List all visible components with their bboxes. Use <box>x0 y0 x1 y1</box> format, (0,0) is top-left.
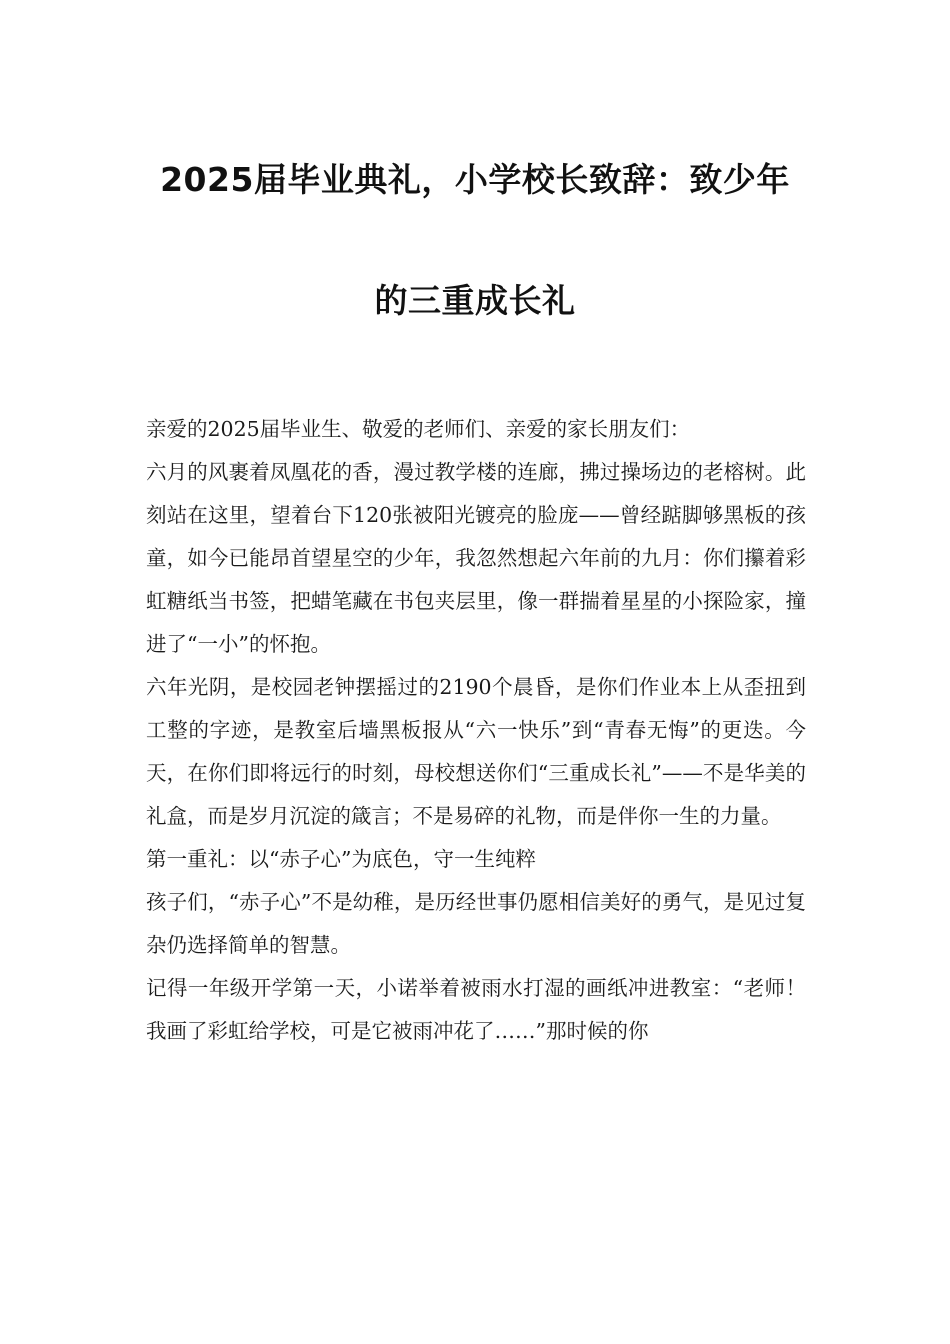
paragraph-salutation: 亲爱的2025届毕业生、敬爱的老师们、亲爱的家长朋友们： <box>146 417 691 441</box>
section-heading: 第一重礼：以“赤子心”为底色，守一生纯粹 <box>146 847 536 871</box>
document-title-line-2: 的三重成长礼 <box>374 281 576 320</box>
document-body <box>146 408 806 1053</box>
paragraph: 孩子们，“赤子心”不是幼稚，是历经世事仍愿相信美好的勇气，是见过复杂仍选择简单的智慧。 <box>146 890 806 957</box>
paragraph: 六年光阴，是校园老钟摆摇过的2190个晨昏，是你们作业本上从歪扭到工整的字迹，是教室后墙黑板报从“六一快乐”到“青春无悔”的更迭。今天，在你们即将远行的时刻，母校想送你们“三重成长礼”——不是华美的礼盒，而是岁月沉淀的箴言；不是易碎的礼物，而是伴你一生的力量。 <box>146 675 806 828</box>
paragraph: 六月的风裹着凤凰花的香，漫过教学楼的连廊，拂过操场边的老榕树。此刻站在这里，望着台下120张被阳光镀亮的脸庞——曾经踮脚够黑板的孩童，如今已能昂首望星空的少年，我忽然想起六年前的九月：你们攥着彩虹糖纸当书签，把蜡笔藏在书包夹层里，像一群揣着星星的小探险家，撞进了“一小”的怀抱。 <box>146 460 806 656</box>
document-title-line-1: 2025届毕业典礼，小学校长致辞：致少年 <box>160 160 790 199</box>
paragraph: 记得一年级开学第一天，小诺举着被雨水打湿的画纸冲进教室：“老师！我画了彩虹给学校，可是它被雨冲花了……”那时候的你 <box>146 976 806 1043</box>
